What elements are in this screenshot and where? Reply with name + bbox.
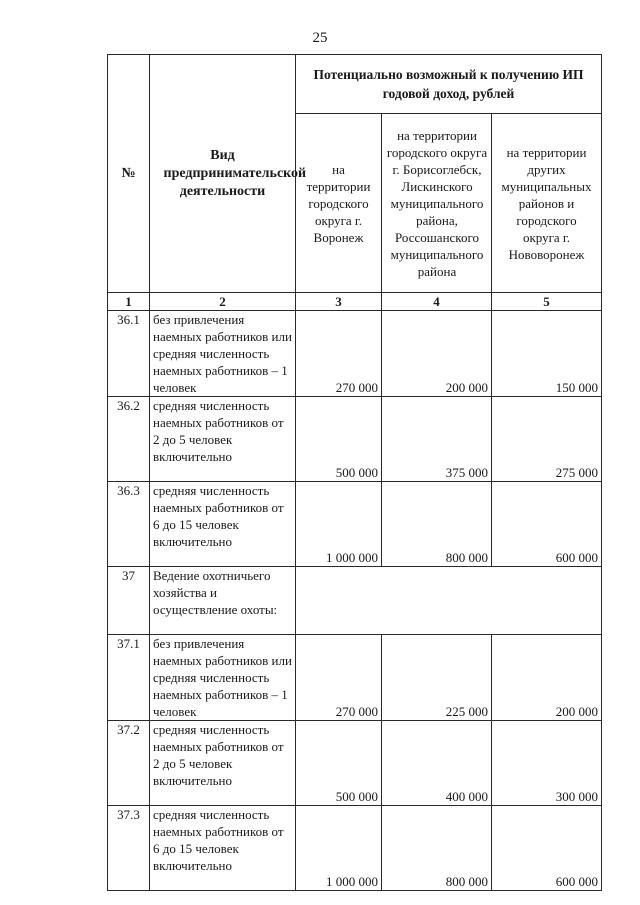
row-number: 36.2: [108, 397, 150, 482]
header-number: №: [108, 55, 150, 293]
income-table: [107, 54, 602, 891]
row-activity: без привлечения наемных работников или средняя численность наемных работников – 1 человек: [150, 635, 296, 721]
column-index: 5: [492, 293, 602, 311]
income-voronezh: 270 000: [296, 311, 382, 397]
row-activity: средняя численность наемных работников от 2 до 5 человек включительно: [150, 397, 296, 482]
row-number: 37.3: [108, 806, 150, 891]
column-index: 2: [150, 293, 296, 311]
column-index: 1: [108, 293, 150, 311]
row-activity: средняя численность наемных работников от 2 до 5 человек включительно: [150, 721, 296, 806]
table-row: [108, 311, 602, 397]
table-row-section: [108, 567, 602, 635]
row-activity: Ведение охотничьего хозяйства и осуществление охоты:: [150, 567, 296, 635]
header-borisoglebsk-label: на территории городского округа г. Борисоглебск, Лискинского муниципального района, Россошанского муниципального района: [386, 127, 488, 279]
table-row: [108, 635, 602, 721]
header-voronezh-label: на территории городского округа г. Воронеж: [306, 161, 371, 245]
page-number: 25: [312, 30, 328, 46]
income-voronezh: 1 000 000: [296, 806, 382, 891]
row-activity: без привлечения наемных работников или средняя численность наемных работников – 1 человек: [150, 311, 296, 397]
header-voronezh: [296, 114, 382, 293]
income-voronezh: 500 000: [296, 721, 382, 806]
table-row: [108, 721, 602, 806]
column-index: 4: [382, 293, 492, 311]
row-number: 36.1: [108, 311, 150, 397]
income-voronezh: 1 000 000: [296, 482, 382, 567]
row-number: 36.3: [108, 482, 150, 567]
header-income-group: [296, 55, 602, 114]
income-voronezh: 270 000: [296, 635, 382, 721]
income-other: 275 000: [492, 397, 602, 482]
row-number: 37.2: [108, 721, 150, 806]
income-other: 600 000: [492, 806, 602, 891]
header-activity-label: Вид предпринимательской деятельности: [163, 147, 307, 199]
column-index-row: [108, 293, 602, 311]
income-borisoglebsk: 800 000: [382, 806, 492, 891]
row-number: 37: [108, 567, 150, 635]
column-index: 3: [296, 293, 382, 311]
row-activity: средняя численность наемных работников от 6 до 15 человек включительно: [150, 482, 296, 567]
income-borisoglebsk: 200 000: [382, 311, 492, 397]
row-activity: средняя численность наемных работников от 6 до 15 человек включительно: [150, 806, 296, 891]
income-borisoglebsk: 800 000: [382, 482, 492, 567]
header-activity-type: [150, 55, 307, 293]
income-borisoglebsk: 400 000: [382, 721, 492, 806]
header-borisoglebsk: [382, 114, 492, 293]
row-number: 37.1: [108, 635, 150, 721]
income-borisoglebsk: 225 000: [382, 635, 492, 721]
header-other-districts: [492, 114, 602, 293]
income-borisoglebsk: 375 000: [382, 397, 492, 482]
income-other: 600 000: [492, 482, 602, 567]
empty-merged-cell: [296, 567, 602, 635]
table-row: [108, 397, 602, 482]
table-row: [108, 806, 602, 891]
table-row: [108, 482, 602, 567]
header-other-districts-label: на территории других муниципальных районов и городского округа г. Нововоронеж: [501, 144, 592, 262]
income-other: 300 000: [492, 721, 602, 806]
income-other: 150 000: [492, 311, 602, 397]
header-income-label: Потенциально возможный к получению ИП годовой доход, рублей: [313, 67, 584, 101]
income-other: 200 000: [492, 635, 602, 721]
income-voronezh: 500 000: [296, 397, 382, 482]
